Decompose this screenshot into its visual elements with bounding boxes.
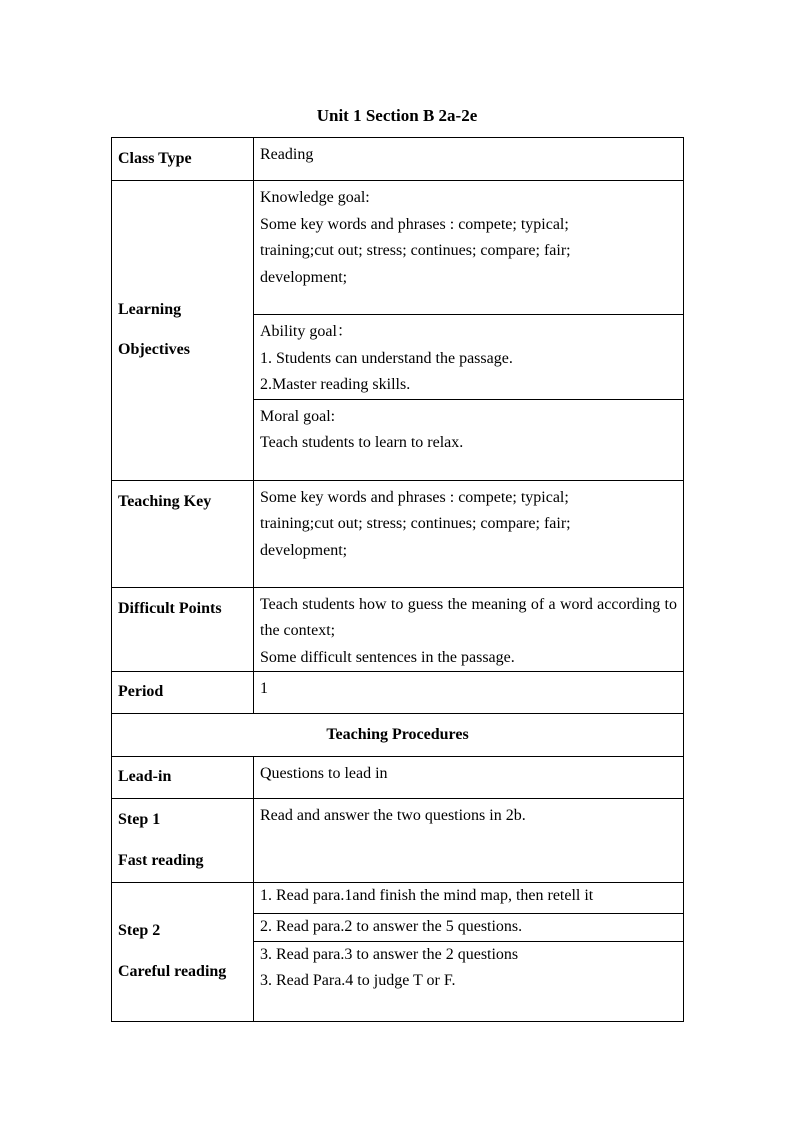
difficult-points-line: Teach students how to guess the meaning of a word according to the context; — [260, 595, 677, 639]
ability-goal-heading: Ability goal： — [260, 323, 353, 340]
moral-goal-cell — [254, 399, 684, 480]
table-row-teaching-key — [112, 480, 684, 587]
step1-value: Read and answer the two questions in 2b. — [254, 799, 684, 883]
learning-objectives-label-line2: Objectives — [118, 341, 190, 359]
knowledge-goal-heading: Knowledge goal: — [260, 189, 370, 206]
step2-item3-line: 3. Read para.3 to answer the 2 questions — [260, 945, 519, 963]
ability-goal-line: 1. Students can understand the passage. — [260, 349, 513, 367]
teaching-key-cell — [254, 480, 684, 587]
table-row-lead-in — [112, 757, 684, 799]
difficult-points-label: Difficult Points — [112, 587, 254, 672]
step2-item1: 1. Read para.1and finish the mind map, then retell it — [254, 883, 684, 914]
period-label: Period — [112, 672, 254, 714]
teaching-key-line: Some key words and phrases : compete; typical; — [260, 488, 569, 506]
period-value: 1 — [254, 672, 684, 714]
table-row-knowledge-goal — [112, 181, 684, 315]
ability-goal-cell — [254, 315, 684, 400]
lesson-plan-table — [111, 137, 684, 1022]
step2-item3-cell — [254, 941, 684, 1021]
step2-item3-line: 3. Read Para.4 to judge T or F. — [260, 972, 456, 989]
step2-label-line1: Step 2 — [118, 922, 161, 940]
class-type-label: Class Type — [112, 138, 254, 181]
table-row-step2-item1 — [112, 883, 684, 914]
knowledge-goal-cell — [254, 181, 684, 315]
teaching-key-line: training;cut out; stress; continues; compare; fair; — [260, 515, 571, 532]
table-row-period — [112, 672, 684, 714]
learning-objectives-label — [112, 181, 254, 481]
difficult-points-cell — [254, 587, 684, 672]
table-row-class-type — [112, 138, 684, 181]
table-row-procedures-header — [112, 714, 684, 757]
difficult-points-line: Some difficult sentences in the passage. — [260, 648, 515, 666]
table-row-difficult-points — [112, 587, 684, 672]
knowledge-goal-line: training;cut out; stress; continues; compare; fair; — [260, 242, 571, 259]
step2-item2: 2. Read para.2 to answer the 5 questions. — [254, 914, 684, 942]
moral-goal-line: Teach students to learn to relax. — [260, 434, 464, 451]
moral-goal-heading: Moral goal: — [260, 407, 336, 425]
table-row-step1 — [112, 799, 684, 883]
ability-goal-line: 2.Master reading skills. — [260, 376, 411, 393]
step2-label-line2: Careful reading — [118, 962, 227, 980]
class-type-value: Reading — [254, 138, 684, 181]
teaching-procedures-heading: Teaching Procedures — [112, 714, 684, 757]
knowledge-goal-line: development; — [260, 268, 348, 286]
step1-label — [112, 799, 254, 883]
teaching-key-label: Teaching Key — [112, 480, 254, 587]
step1-label-line2: Fast reading — [118, 852, 204, 869]
page-title: Unit 1 Section B 2a-2e — [316, 106, 478, 125]
step1-label-line1: Step 1 — [118, 810, 161, 828]
lead-in-label: Lead-in — [112, 757, 254, 799]
learning-objectives-label-line1: Learning — [118, 300, 182, 318]
teaching-key-line: development; — [260, 541, 348, 559]
knowledge-goal-line: Some key words and phrases : compete; typical; — [260, 215, 569, 233]
lead-in-value: Questions to lead in — [254, 757, 684, 799]
step2-label — [112, 883, 254, 1022]
